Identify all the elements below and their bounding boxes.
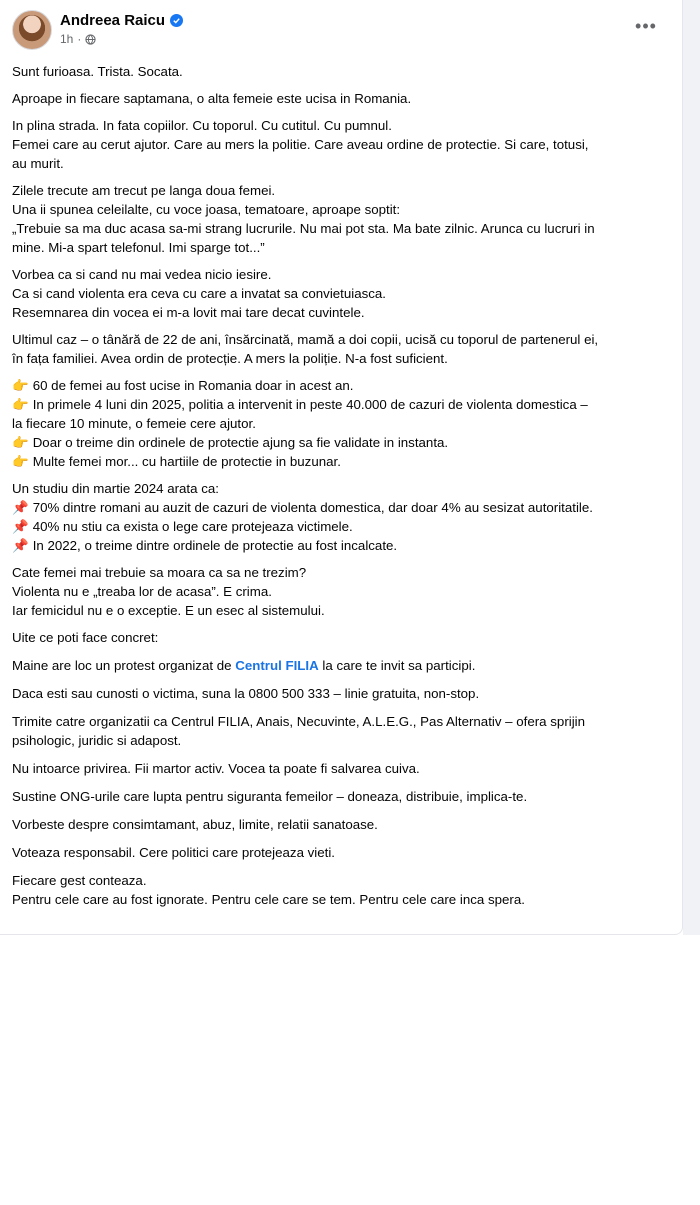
author-line [60,12,183,29]
text-line: la fiecare 10 minute, o femeie cere ajutor. [12,416,256,431]
paragraph [12,628,670,647]
author-avatar[interactable] [12,10,52,50]
paragraph [12,815,670,834]
text-line: „Trebuie sa ma duc acasa sa-mi strang lucrurile. Nu mai pot sta. Ma bate zilnic. Arunca cu lucruri in [12,221,595,236]
pointing-hand-icon: 👉 [12,454,29,469]
pushpin-icon: 📌 [12,519,29,534]
page-background-edge [683,0,700,935]
centrul-filia-link[interactable]: Centrul FILIA [235,658,319,673]
text-line: Fiecare gest conteaza. [12,873,147,888]
globe-icon [85,34,96,45]
text-line: Aproape in fiecare saptamana, o alta femeie este ucisa in Romania. [12,91,412,106]
post-header [12,10,672,50]
text-line: Sunt furioasa. Trista. Socata. [12,64,183,79]
text-line: Sustine ONG-urile care lupta pentru siguranta femeilor – doneaza, distribuie, implica-te. [12,789,528,804]
list-item: 👉 60 de femei au fost ucise in Romania doar in acest an. [12,378,354,393]
text-line: Zilele trecute am trecut pe langa doua femei. [12,183,276,198]
pushpin-icon: 📌 [12,500,29,515]
paragraph [12,116,670,173]
text-line: Ultimul caz – o tânără de 22 de ani, însărcinată, mamă a doi copii, ucisă cu toporul de partenerul ei, [12,332,599,347]
text-line: Femei care au cerut ajutor. Care au mers la politie. Care aveau ordine de protectie. Si care, totusi, [12,137,589,152]
post-time[interactable]: 1h [60,32,74,46]
text-line: Violenta nu e „treaba lor de acasa”. E crima. [12,584,272,599]
pushpin-icon: 📌 [12,538,29,553]
list-item: 👉 In primele 4 luni din 2025, politia a intervenit in peste 40.000 de cazuri de violenta domestica – [12,397,588,412]
dot-separator: · [77,32,82,46]
post-text [12,62,670,917]
more-options-icon[interactable]: ••• [635,15,657,36]
text-line: Nu intoarce privirea. Fii martor activ. Vocea ta poate fi salvarea cuiva. [12,761,420,776]
list-item: 👉 Multe femei mor... cu hartiile de protectie in buzunar. [12,454,341,469]
list-item: 📌 70% dintre romani au auzit de cazuri de violenta domestica, dar doar 4% au sesizat autoritatile. [12,500,593,515]
paragraph [12,759,670,778]
stats-list [12,376,670,471]
text-line: mine. Mi-a spart telefonul. Imi sparge tot...” [12,240,265,255]
post-meta [60,32,96,46]
paragraph [12,712,670,750]
paragraph [12,265,670,322]
paragraph [12,871,670,909]
text-line: Vorbea ca si cand nu mai vedea nicio iesire. [12,267,272,282]
paragraph [12,89,670,108]
list-item: 📌 40% nu stiu ca exista o lege care protejeaza victimele. [12,519,353,534]
text-line: au murit. [12,156,64,171]
text-line: Uite ce poti face concret: [12,630,159,645]
text-line: Ca si cand violenta era ceva cu care a invatat sa convietuiasca. [12,286,386,301]
pointing-hand-icon: 👉 [12,378,29,393]
text-line: Maine are loc un protest organizat de Centrul FILIA la care te invit sa participi. [12,658,476,673]
text-line: Cate femei mai trebuie sa moara ca sa ne trezim? [12,565,307,580]
list-item: 📌 In 2022, o treime dintre ordinele de protectie au fost incalcate. [12,538,398,553]
text-line: In plina strada. In fata copiilor. Cu toporul. Cu cutitul. Cu pumnul. [12,118,392,133]
list-item: 👉 Doar o treime din ordinele de protectie ajung sa fie validate in instanta. [12,435,449,450]
paragraph [12,843,670,862]
text-line: Pentru cele care au fost ignorate. Pentru cele care se tem. Pentru cele care inca spera. [12,892,525,907]
verified-badge-icon [170,14,183,27]
text-line: Una ii spunea celeilalte, cu voce joasa, tematoare, aproape soptit: [12,202,401,217]
author-name[interactable]: Andreea Raicu [60,12,166,29]
text-line: psihologic, juridic si adapost. [12,733,182,748]
pointing-hand-icon: 👉 [12,397,29,412]
text-line: Voteaza responsabil. Cere politici care protejeaza vieti. [12,845,335,860]
text-line: Resemnarea din vocea ei m-a lovit mai tare decat cuvintele. [12,305,365,320]
text-line: Trimite catre organizatii ca Centrul FILIA, Anais, Necuvinte, A.L.E.G., Pas Alternativ – ofera sprijin [12,714,585,729]
text-line: Vorbeste despre consimtamant, abuz, limite, relatii sanatoase. [12,817,378,832]
text-line: Un studiu din martie 2024 arata ca: [12,481,219,496]
pointing-hand-icon: 👉 [12,435,29,450]
paragraph [12,656,670,675]
study-list [12,479,670,555]
text-line: în fața familiei. Avea ordin de protecție. A mers la poliție. N-a fost suficient. [12,351,448,366]
paragraph [12,330,670,368]
text-line: Daca esti sau cunosti o victima, suna la 0800 500 333 – linie gratuita, non-stop. [12,686,480,701]
text-line: Iar femicidul nu e o exceptie. E un esec al sistemului. [12,603,325,618]
paragraph [12,684,670,703]
paragraph [12,787,670,806]
paragraph [12,181,670,257]
paragraph [12,563,670,620]
paragraph [12,62,670,81]
